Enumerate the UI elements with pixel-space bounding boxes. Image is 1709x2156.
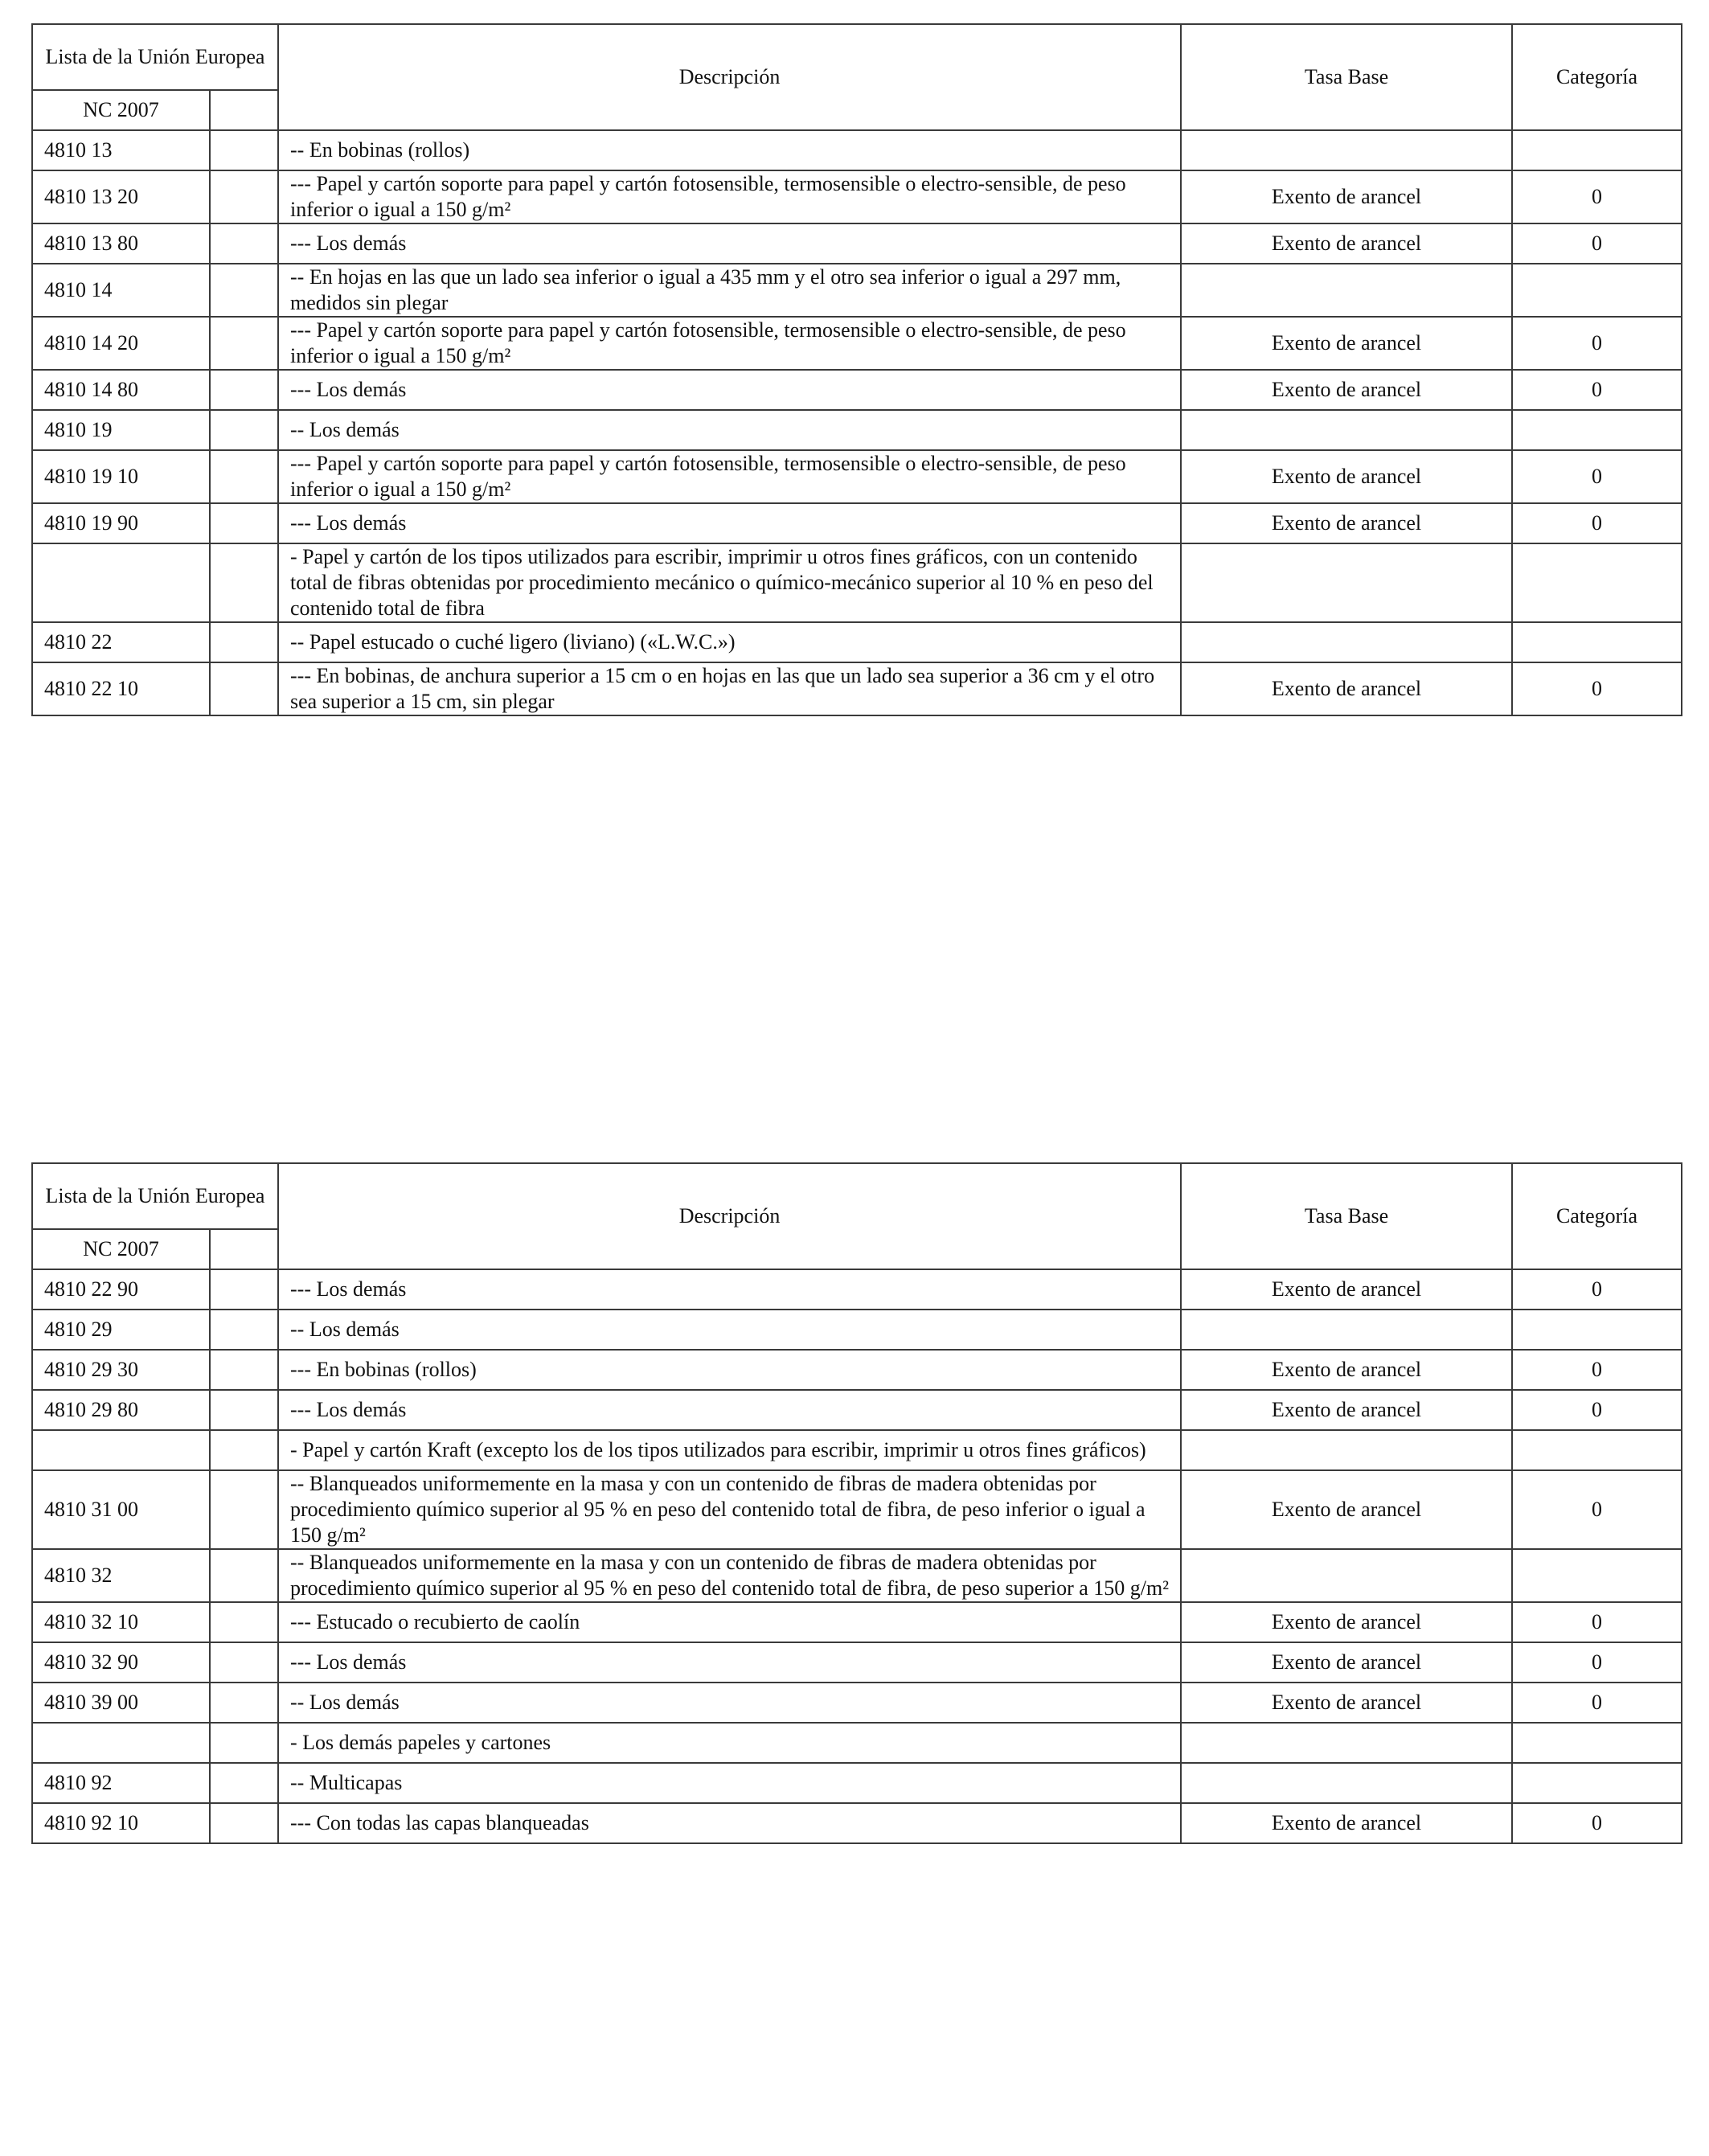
- base-rate-cell: Exento de arancel: [1181, 317, 1512, 370]
- table-body: [32, 130, 1682, 715]
- base-rate-cell: Exento de arancel: [1181, 503, 1512, 543]
- base-rate-cell: [1181, 1763, 1512, 1803]
- description-cell: - Los demás papeles y cartones: [278, 1723, 1181, 1763]
- description-cell: --- Los demás: [278, 503, 1181, 543]
- description-cell: --- Los demás: [278, 1642, 1181, 1683]
- category-cell: 0: [1512, 1683, 1682, 1723]
- description-cell: --- Los demás: [278, 223, 1181, 264]
- code-cell: [32, 543, 210, 622]
- header-blank: [210, 90, 278, 130]
- sub-cell: [210, 1310, 278, 1350]
- table-row: [32, 1350, 1682, 1390]
- description-cell: --- Estucado o recubierto de caolín: [278, 1602, 1181, 1642]
- description-cell: -- En hojas en las que un lado sea inferior o igual a 435 mm y el otro sea inferior o igual a 297 mm, medidos sin plegar: [278, 264, 1181, 317]
- table-row: [32, 370, 1682, 410]
- category-cell: [1512, 1310, 1682, 1350]
- table-row: [32, 450, 1682, 503]
- sub-cell: [210, 622, 278, 662]
- category-cell: 0: [1512, 223, 1682, 264]
- category-cell: 0: [1512, 1602, 1682, 1642]
- sub-cell: [210, 1350, 278, 1390]
- header-description: Descripción: [278, 24, 1181, 130]
- sub-cell: [210, 370, 278, 410]
- sub-cell: [210, 1642, 278, 1683]
- description-cell: --- En bobinas (rollos): [278, 1350, 1181, 1390]
- base-rate-cell: [1181, 1723, 1512, 1763]
- tariff-table-1: [31, 23, 1682, 716]
- header-base-rate: Tasa Base: [1181, 24, 1512, 130]
- sub-cell: [210, 1763, 278, 1803]
- sub-cell: [210, 170, 278, 223]
- description-cell: - Papel y cartón Kraft (excepto los de los tipos utilizados para escribir, imprimir u otros fines gráficos): [278, 1430, 1181, 1470]
- category-cell: [1512, 410, 1682, 450]
- sub-cell: [210, 223, 278, 264]
- category-cell: 0: [1512, 1470, 1682, 1549]
- base-rate-cell: [1181, 543, 1512, 622]
- code-cell: [32, 1430, 210, 1470]
- sub-cell: [210, 130, 278, 170]
- code-cell: 4810 92: [32, 1763, 210, 1803]
- base-rate-cell: Exento de arancel: [1181, 1350, 1512, 1390]
- table-row: [32, 1390, 1682, 1430]
- table-row: [32, 1803, 1682, 1843]
- code-cell: 4810 22: [32, 622, 210, 662]
- base-rate-cell: Exento de arancel: [1181, 450, 1512, 503]
- description-cell: --- En bobinas, de anchura superior a 15 cm o en hojas en las que un lado sea superior a 36 cm y el otro sea superior a 15 cm, sin plegar: [278, 662, 1181, 715]
- table-row: [32, 1430, 1682, 1470]
- description-cell: - Papel y cartón de los tipos utilizados para escribir, imprimir u otros fines gráficos, con un contenido total de fibras obtenidas por procedimiento mecánico o químico-mecánico superior al 10 % en peso del contenido total de fibra: [278, 543, 1181, 622]
- base-rate-cell: Exento de arancel: [1181, 1642, 1512, 1683]
- table-row: [32, 543, 1682, 622]
- category-cell: [1512, 1763, 1682, 1803]
- table-row: [32, 170, 1682, 223]
- table-row: [32, 264, 1682, 317]
- header-description: Descripción: [278, 1163, 1181, 1269]
- header-list-eu: Lista de la Unión Europea: [32, 24, 278, 90]
- sub-cell: [210, 1430, 278, 1470]
- header-blank: [210, 1229, 278, 1269]
- code-cell: 4810 22 10: [32, 662, 210, 715]
- category-cell: 0: [1512, 170, 1682, 223]
- tariff-table-2: [31, 1162, 1682, 1844]
- sub-cell: [210, 1549, 278, 1602]
- category-cell: 0: [1512, 662, 1682, 715]
- category-cell: 0: [1512, 370, 1682, 410]
- description-cell: -- Multicapas: [278, 1763, 1181, 1803]
- sub-cell: [210, 1390, 278, 1430]
- code-cell: 4810 29 30: [32, 1350, 210, 1390]
- category-cell: [1512, 622, 1682, 662]
- table-row: [32, 1602, 1682, 1642]
- code-cell: 4810 14 80: [32, 370, 210, 410]
- description-cell: --- Con todas las capas blanqueadas: [278, 1803, 1181, 1843]
- table-row: [32, 503, 1682, 543]
- description-cell: --- Papel y cartón soporte para papel y cartón fotosensible, termosensible o electro-sensible, de peso inferior o igual a 150 g/m²: [278, 450, 1181, 503]
- code-cell: 4810 32: [32, 1549, 210, 1602]
- description-cell: -- En bobinas (rollos): [278, 130, 1181, 170]
- table-row: [32, 317, 1682, 370]
- sub-cell: [210, 1602, 278, 1642]
- category-cell: [1512, 1430, 1682, 1470]
- code-cell: 4810 22 90: [32, 1269, 210, 1310]
- table-row: [32, 1310, 1682, 1350]
- header-base-rate: Tasa Base: [1181, 1163, 1512, 1269]
- header-category: Categoría: [1512, 1163, 1682, 1269]
- description-cell: --- Los demás: [278, 1269, 1181, 1310]
- sub-cell: [210, 1683, 278, 1723]
- category-cell: 0: [1512, 503, 1682, 543]
- code-cell: 4810 19: [32, 410, 210, 450]
- base-rate-cell: Exento de arancel: [1181, 662, 1512, 715]
- category-cell: 0: [1512, 1350, 1682, 1390]
- base-rate-cell: Exento de arancel: [1181, 1390, 1512, 1430]
- category-cell: 0: [1512, 1390, 1682, 1430]
- description-cell: --- Los demás: [278, 370, 1181, 410]
- code-cell: 4810 39 00: [32, 1683, 210, 1723]
- base-rate-cell: [1181, 1549, 1512, 1602]
- table-row: [32, 622, 1682, 662]
- category-cell: [1512, 1549, 1682, 1602]
- code-cell: 4810 13 20: [32, 170, 210, 223]
- category-cell: 0: [1512, 317, 1682, 370]
- description-cell: -- Blanqueados uniformemente en la masa y con un contenido de fibras de madera obtenidas por procedimiento químico superior al 95 % en peso del contenido total de fibra, de peso superior a 150 g/m²: [278, 1549, 1181, 1602]
- base-rate-cell: Exento de arancel: [1181, 1470, 1512, 1549]
- code-cell: 4810 92 10: [32, 1803, 210, 1843]
- header-nc-2007: NC 2007: [32, 90, 210, 130]
- code-cell: 4810 13: [32, 130, 210, 170]
- base-rate-cell: [1181, 622, 1512, 662]
- table-row: [32, 1470, 1682, 1549]
- table-row: [32, 662, 1682, 715]
- code-cell: 4810 29 80: [32, 1390, 210, 1430]
- description-cell: --- Papel y cartón soporte para papel y cartón fotosensible, termosensible o electro-sensible, de peso inferior o igual a 150 g/m²: [278, 317, 1181, 370]
- code-cell: 4810 13 80: [32, 223, 210, 264]
- table-row: [32, 223, 1682, 264]
- sub-cell: [210, 1470, 278, 1549]
- base-rate-cell: Exento de arancel: [1181, 1602, 1512, 1642]
- header-nc-2007: NC 2007: [32, 1229, 210, 1269]
- base-rate-cell: Exento de arancel: [1181, 223, 1512, 264]
- sub-cell: [210, 1269, 278, 1310]
- table-body: [32, 1269, 1682, 1843]
- category-cell: 0: [1512, 450, 1682, 503]
- description-cell: -- Los demás: [278, 1683, 1181, 1723]
- description-cell: -- Blanqueados uniformemente en la masa y con un contenido de fibras de madera obtenidas por procedimiento químico superior al 95 % en peso del contenido total de fibra, de peso inferior o igual a 150 g/m²: [278, 1470, 1181, 1549]
- table-row: [32, 1269, 1682, 1310]
- category-cell: [1512, 130, 1682, 170]
- header-category: Categoría: [1512, 24, 1682, 130]
- code-cell: 4810 32 10: [32, 1602, 210, 1642]
- category-cell: 0: [1512, 1642, 1682, 1683]
- sub-cell: [210, 1803, 278, 1843]
- base-rate-cell: Exento de arancel: [1181, 370, 1512, 410]
- base-rate-cell: Exento de arancel: [1181, 1269, 1512, 1310]
- base-rate-cell: Exento de arancel: [1181, 1803, 1512, 1843]
- sub-cell: [210, 264, 278, 317]
- description-cell: -- Los demás: [278, 1310, 1181, 1350]
- table-row: [32, 1549, 1682, 1602]
- code-cell: 4810 31 00: [32, 1470, 210, 1549]
- table-row: [32, 1763, 1682, 1803]
- table-row: [32, 410, 1682, 450]
- code-cell: 4810 14 20: [32, 317, 210, 370]
- category-cell: [1512, 264, 1682, 317]
- table-row: [32, 1723, 1682, 1763]
- sub-cell: [210, 1723, 278, 1763]
- code-cell: 4810 19 90: [32, 503, 210, 543]
- code-cell: [32, 1723, 210, 1763]
- code-cell: 4810 32 90: [32, 1642, 210, 1683]
- base-rate-cell: Exento de arancel: [1181, 170, 1512, 223]
- category-cell: 0: [1512, 1803, 1682, 1843]
- sub-cell: [210, 503, 278, 543]
- sub-cell: [210, 543, 278, 622]
- base-rate-cell: [1181, 1430, 1512, 1470]
- code-cell: 4810 14: [32, 264, 210, 317]
- category-cell: [1512, 543, 1682, 622]
- table-row: [32, 1683, 1682, 1723]
- base-rate-cell: [1181, 264, 1512, 317]
- table-row: [32, 1642, 1682, 1683]
- description-cell: --- Los demás: [278, 1390, 1181, 1430]
- table-row: [32, 130, 1682, 170]
- category-cell: [1512, 1723, 1682, 1763]
- base-rate-cell: [1181, 410, 1512, 450]
- category-cell: 0: [1512, 1269, 1682, 1310]
- sub-cell: [210, 410, 278, 450]
- sub-cell: [210, 450, 278, 503]
- sub-cell: [210, 317, 278, 370]
- description-cell: -- Papel estucado o cuché ligero (liviano) («L.W.C.»): [278, 622, 1181, 662]
- code-cell: 4810 29: [32, 1310, 210, 1350]
- description-cell: -- Los demás: [278, 410, 1181, 450]
- base-rate-cell: [1181, 130, 1512, 170]
- header-list-eu: Lista de la Unión Europea: [32, 1163, 278, 1229]
- base-rate-cell: [1181, 1310, 1512, 1350]
- sub-cell: [210, 662, 278, 715]
- description-cell: --- Papel y cartón soporte para papel y cartón fotosensible, termosensible o electro-sensible, de peso inferior o igual a 150 g/m²: [278, 170, 1181, 223]
- code-cell: 4810 19 10: [32, 450, 210, 503]
- base-rate-cell: Exento de arancel: [1181, 1683, 1512, 1723]
